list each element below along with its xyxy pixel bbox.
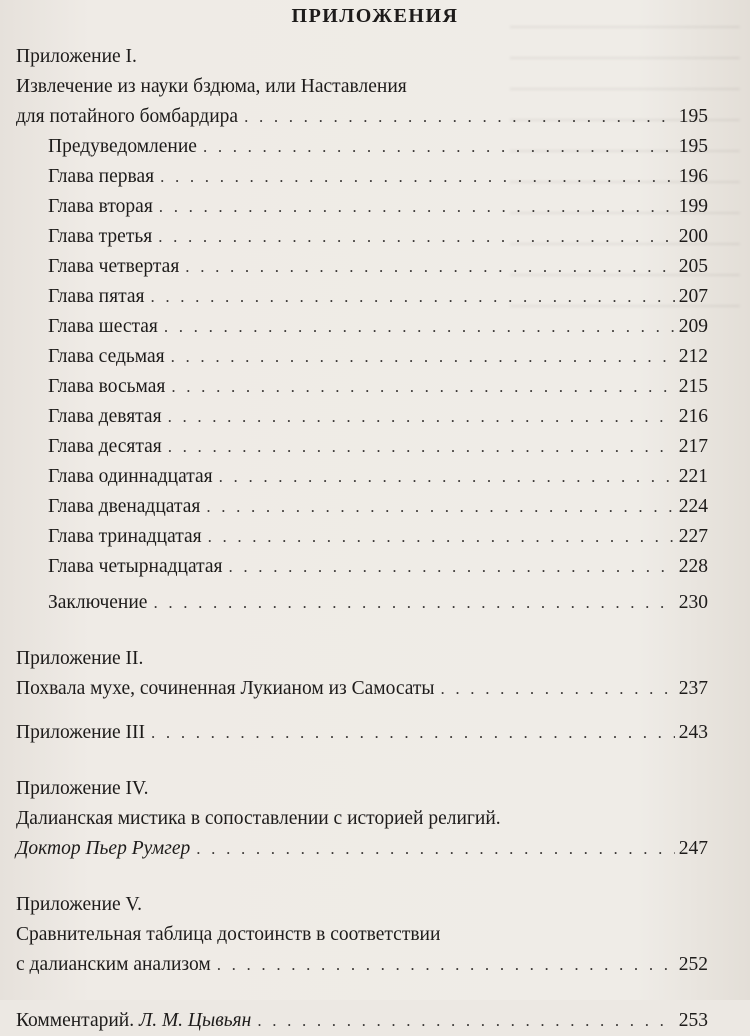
dot-leader: [206, 492, 674, 522]
dot-leader: [257, 1006, 674, 1036]
page-number: 247: [678, 838, 708, 859]
dot-leader: [185, 252, 674, 282]
page-number: 252: [678, 954, 708, 975]
dot-leader: [203, 132, 675, 162]
toc-entry-appendix-2: [16, 674, 708, 704]
toc-entry-chapter: [16, 162, 708, 192]
toc-entry-appendix-5: [16, 950, 708, 980]
page-number: 230: [678, 592, 708, 613]
page-number: 199: [678, 196, 708, 217]
dot-leader: [158, 222, 675, 252]
toc-entry-chapter: [16, 282, 708, 312]
toc-entry-appendix-3: [16, 718, 708, 748]
entry-title: Глава первая: [48, 166, 155, 187]
dot-leader: [160, 162, 675, 192]
entry-title: Глава третья: [48, 226, 153, 247]
entry-title: Глава четырнадцатая: [48, 556, 223, 577]
dot-leader: [168, 402, 675, 432]
appendix-1-title-line-1: Извлечение из науки бздюма, или Наставления: [16, 76, 407, 97]
entry-title: Заключение: [48, 592, 148, 613]
toc-entry-chapter: [16, 462, 708, 492]
toc-entry-chapter: [16, 372, 708, 402]
entry-title: Глава девятая: [48, 406, 162, 427]
toc-entry-appendix-1: [16, 102, 708, 132]
dot-leader: [217, 950, 675, 980]
page-number: 227: [678, 526, 708, 547]
entry-title: [16, 1006, 251, 1036]
appendix-5-title-line-1: Сравнительная таблица достоинств в соответствии: [16, 924, 441, 945]
entry-title: Глава восьмая: [48, 376, 166, 397]
entry-title: Глава вторая: [48, 196, 153, 217]
page-number: 195: [678, 136, 708, 157]
toc-list: [16, 42, 708, 1036]
page-number: 212: [678, 346, 708, 367]
toc-entry-chapter: [16, 222, 708, 252]
commentary-author: Л. М. Цывьян: [138, 1010, 252, 1031]
toc-entry-conclusion: [16, 588, 708, 618]
page-number: 200: [678, 226, 708, 247]
toc-entry-chapter: [16, 432, 708, 462]
entry-title: Глава одиннадцатая: [48, 466, 213, 487]
toc-entry-chapter: [16, 192, 708, 222]
page-number: 243: [678, 722, 708, 743]
page-number: 195: [678, 106, 708, 127]
page-number: 205: [678, 256, 708, 277]
page-number: 224: [678, 496, 708, 517]
entry-title: Глава пятая: [48, 286, 145, 307]
toc-entry-appendix-4: [16, 834, 708, 864]
dot-leader: [171, 342, 675, 372]
toc-entry-chapter: [16, 252, 708, 282]
dot-leader: [168, 432, 675, 462]
dot-leader: [159, 192, 675, 222]
appendix-4-title: Далианская мистика в сопоставлении с историей религий.: [16, 808, 501, 829]
toc-entry-chapter: [16, 402, 708, 432]
toc-entry-chapter: [16, 312, 708, 342]
toc-entry-commentary: [16, 1006, 708, 1036]
toc-entry-chapter: [16, 342, 708, 372]
page-number: 237: [678, 678, 708, 699]
entry-title: Глава шестая: [48, 316, 158, 337]
entry-title: Глава десятая: [48, 436, 162, 457]
dot-leader: [219, 462, 675, 492]
entry-title: Предуведомление: [48, 136, 197, 157]
toc-entry-chapter: [16, 522, 708, 552]
dot-leader: [151, 718, 675, 748]
appendix-2-heading: Приложение II.: [16, 648, 144, 669]
entry-title: Похвала мухе, сочиненная Лукианом из Самосаты: [16, 678, 435, 699]
page-number: 228: [678, 556, 708, 577]
dot-leader: [164, 312, 675, 342]
appendix-4-heading: Приложение IV.: [16, 778, 149, 799]
page-number: 215: [678, 376, 708, 397]
entry-title: для потайного бомбардира: [16, 106, 239, 127]
toc-entry-chapter: [16, 552, 708, 582]
page-number: 207: [678, 286, 708, 307]
toc-entry-chapter: [16, 492, 708, 522]
page-title: ПРИЛОЖЕНИЯ: [291, 5, 459, 27]
entry-title: Глава двенадцатая: [48, 496, 201, 517]
dot-leader: [441, 674, 675, 704]
page-number: 253: [678, 1010, 708, 1031]
dot-leader: [150, 282, 674, 312]
dot-leader: [229, 552, 675, 582]
page-number: 221: [678, 466, 708, 487]
page-number: 196: [678, 166, 708, 187]
commentary-label: Комментарий.: [16, 1010, 135, 1031]
appendix-1-heading: Приложение I.: [16, 46, 137, 67]
entry-title: Глава седьмая: [48, 346, 165, 367]
dot-leader: [244, 102, 675, 132]
page-number: 209: [678, 316, 708, 337]
entry-title: Приложение III: [16, 722, 146, 743]
dot-leader: [196, 834, 674, 864]
dot-leader: [208, 522, 675, 552]
entry-title: Глава четвертая: [48, 256, 180, 277]
entry-title: Глава тринадцатая: [48, 526, 202, 547]
toc-entry-chapter: [16, 132, 708, 162]
dot-leader: [171, 372, 674, 402]
appendix-5-heading: Приложение V.: [16, 894, 142, 915]
page-number: 216: [678, 406, 708, 427]
dot-leader: [153, 588, 674, 618]
entry-title: с далианским анализом: [16, 954, 211, 975]
entry-author: Доктор Пьер Румгер: [16, 838, 191, 859]
page-number: 217: [678, 436, 708, 457]
